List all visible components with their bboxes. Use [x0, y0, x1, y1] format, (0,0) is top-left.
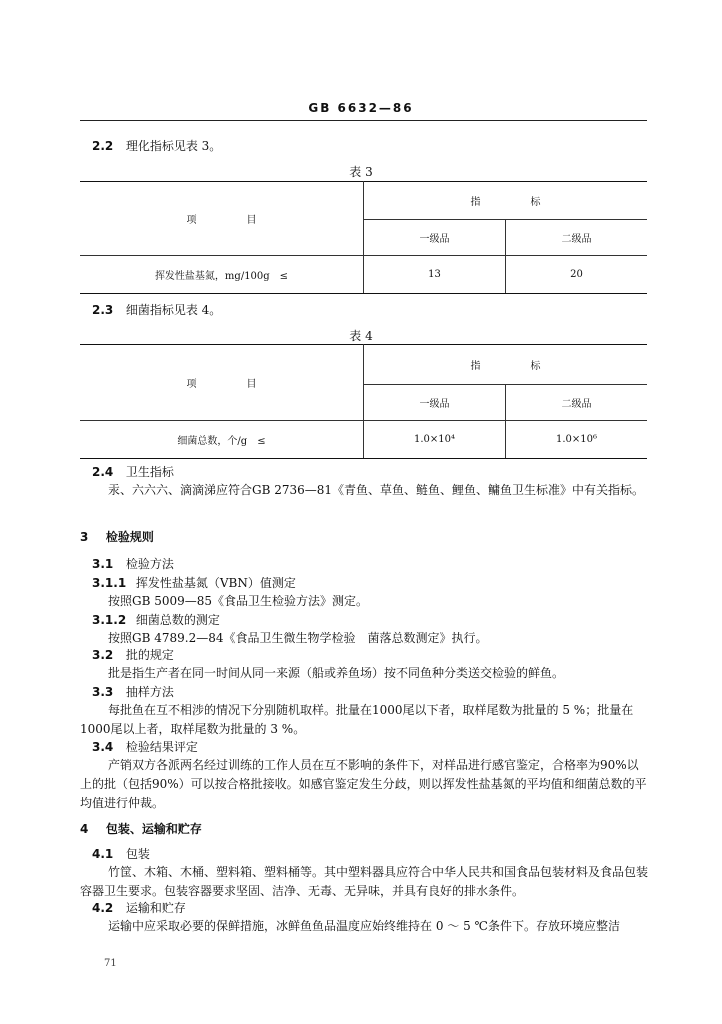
section-4-2-paragraph: 运输中应采取必要的保鲜措施，冰鲜鱼鱼品温度应始终维持在 0 ～ 5 ℃条件下。存放环境应整洁 [108, 919, 620, 933]
section-3-4 [92, 738, 198, 756]
section-number: 3.4 [92, 740, 114, 754]
table3-indicator-header: 指 标 [364, 182, 648, 220]
section-text: 检验规则 [105, 530, 154, 544]
section-number: 4.1 [92, 847, 114, 861]
section-3-1 [92, 555, 174, 573]
table4-grade1-header: 一级品 [364, 385, 506, 421]
table3-caption: 表 3 [349, 165, 373, 179]
section-number: 4.2 [92, 901, 114, 915]
section-number: 3 [80, 530, 89, 544]
section-text: 检验方法 [125, 557, 174, 571]
table4-indicator-header: 指 标 [364, 345, 648, 385]
section-3-2-paragraph: 批是指生产者在同一时间从同一来源（船或养鱼场）按不同鱼种分类送交检验的鲜鱼。 [108, 666, 565, 680]
section-number: 3.2 [92, 648, 114, 662]
section-3-1-1-paragraph: 按照GB 5009—85《食品卫生检验方法》测定。 [108, 594, 369, 608]
section-number: 2.2 [92, 139, 114, 153]
document-header: GB 6632—86 [308, 101, 414, 115]
section-number: 2.4 [92, 465, 114, 479]
table4-grade2-header: 二级品 [506, 385, 648, 421]
section-3-3-paragraph: 每批鱼在互不相涉的情况下分别随机取样。批量在1000尾以下者，取样尾数为批量的 5 %；批量在1000尾以上者，取样尾数为批量的 3 %。 [80, 703, 634, 736]
section-2-4-paragraph: 汞、六六六、滴滴涕应符合GB 2736—81《青鱼、草鱼、鲢鱼、鲤鱼、鳙鱼卫生标准》中有关指标。 [108, 483, 645, 497]
section-4-1-paragraph: 竹筐、木箱、木桶、塑料箱、塑料桶等。其中塑料器具应符合中华人民共和国食品包装材料及食品包装容器卫生要求。包装容器要求坚固、洁净、无毒、无异味，并具有良好的排水条件。 [80, 865, 649, 898]
section-4-2 [92, 899, 186, 917]
table-4 [80, 344, 647, 459]
section-2-2 [92, 137, 221, 155]
page-number: 71 [104, 958, 117, 969]
table4-item-header: 项 目 [80, 345, 364, 421]
section-text: 检验结果评定 [125, 740, 198, 754]
table3-item-header: 项 目 [80, 182, 364, 256]
table4-row-label: 细菌总数，个/g ≤ [80, 421, 364, 459]
table3-grade1-header: 一级品 [364, 220, 506, 256]
table4-value-grade1: 1.0×10⁴ [364, 421, 506, 459]
section-text: 批的规定 [125, 648, 174, 662]
section-3-1-2 [92, 611, 220, 629]
section-4 [80, 820, 202, 838]
section-3 [80, 528, 154, 546]
section-3-3 [92, 683, 174, 701]
table3-grade2-header: 二级品 [506, 220, 648, 256]
section-text: 挥发性盐基氮（VBN）值测定 [135, 576, 296, 590]
table-3 [80, 181, 647, 294]
table3-row-label: 挥发性盐基氮，mg/100g ≤ [80, 256, 364, 294]
section-text: 卫生指标 [125, 465, 174, 479]
table4-caption: 表 4 [349, 329, 373, 343]
table3-value-grade1: 13 [364, 256, 506, 294]
section-number: 3.3 [92, 685, 114, 699]
section-text: 理化指标见表 3。 [125, 139, 222, 153]
section-number: 4 [80, 822, 89, 836]
section-3-2 [92, 646, 174, 664]
table3-value-grade2: 20 [506, 256, 648, 294]
section-text: 包装、运输和贮存 [105, 822, 202, 836]
section-3-4-paragraph: 产销双方各派两名经过训练的工作人员在互不影响的条件下，对样品进行感官鉴定，合格率为90%以上的批（包括90%）可以按合格批接收。如感官鉴定发生分歧，则以挥发性盐基氮的平均值和细菌总数的平均值进行仲裁。 [80, 758, 647, 810]
section-4-1 [92, 845, 150, 863]
header-rule [80, 120, 647, 121]
section-text: 运输和贮存 [125, 901, 186, 915]
section-number: 3.1.2 [92, 613, 127, 627]
section-text: 细菌指标见表 4。 [125, 303, 222, 317]
section-3-1-1 [92, 574, 296, 592]
table4-value-grade2: 1.0×10⁶ [506, 421, 648, 459]
section-number: 3.1.1 [92, 576, 127, 590]
section-text: 包装 [125, 847, 150, 861]
section-2-4 [92, 463, 174, 481]
section-number: 3.1 [92, 557, 114, 571]
section-number: 2.3 [92, 303, 114, 317]
section-text: 抽样方法 [125, 685, 174, 699]
section-2-3 [92, 301, 221, 319]
section-text: 细菌总数的测定 [135, 613, 220, 627]
section-3-1-2-paragraph: 按照GB 4789.2—84《食品卫生微生物学检验 菌落总数测定》执行。 [108, 631, 488, 645]
